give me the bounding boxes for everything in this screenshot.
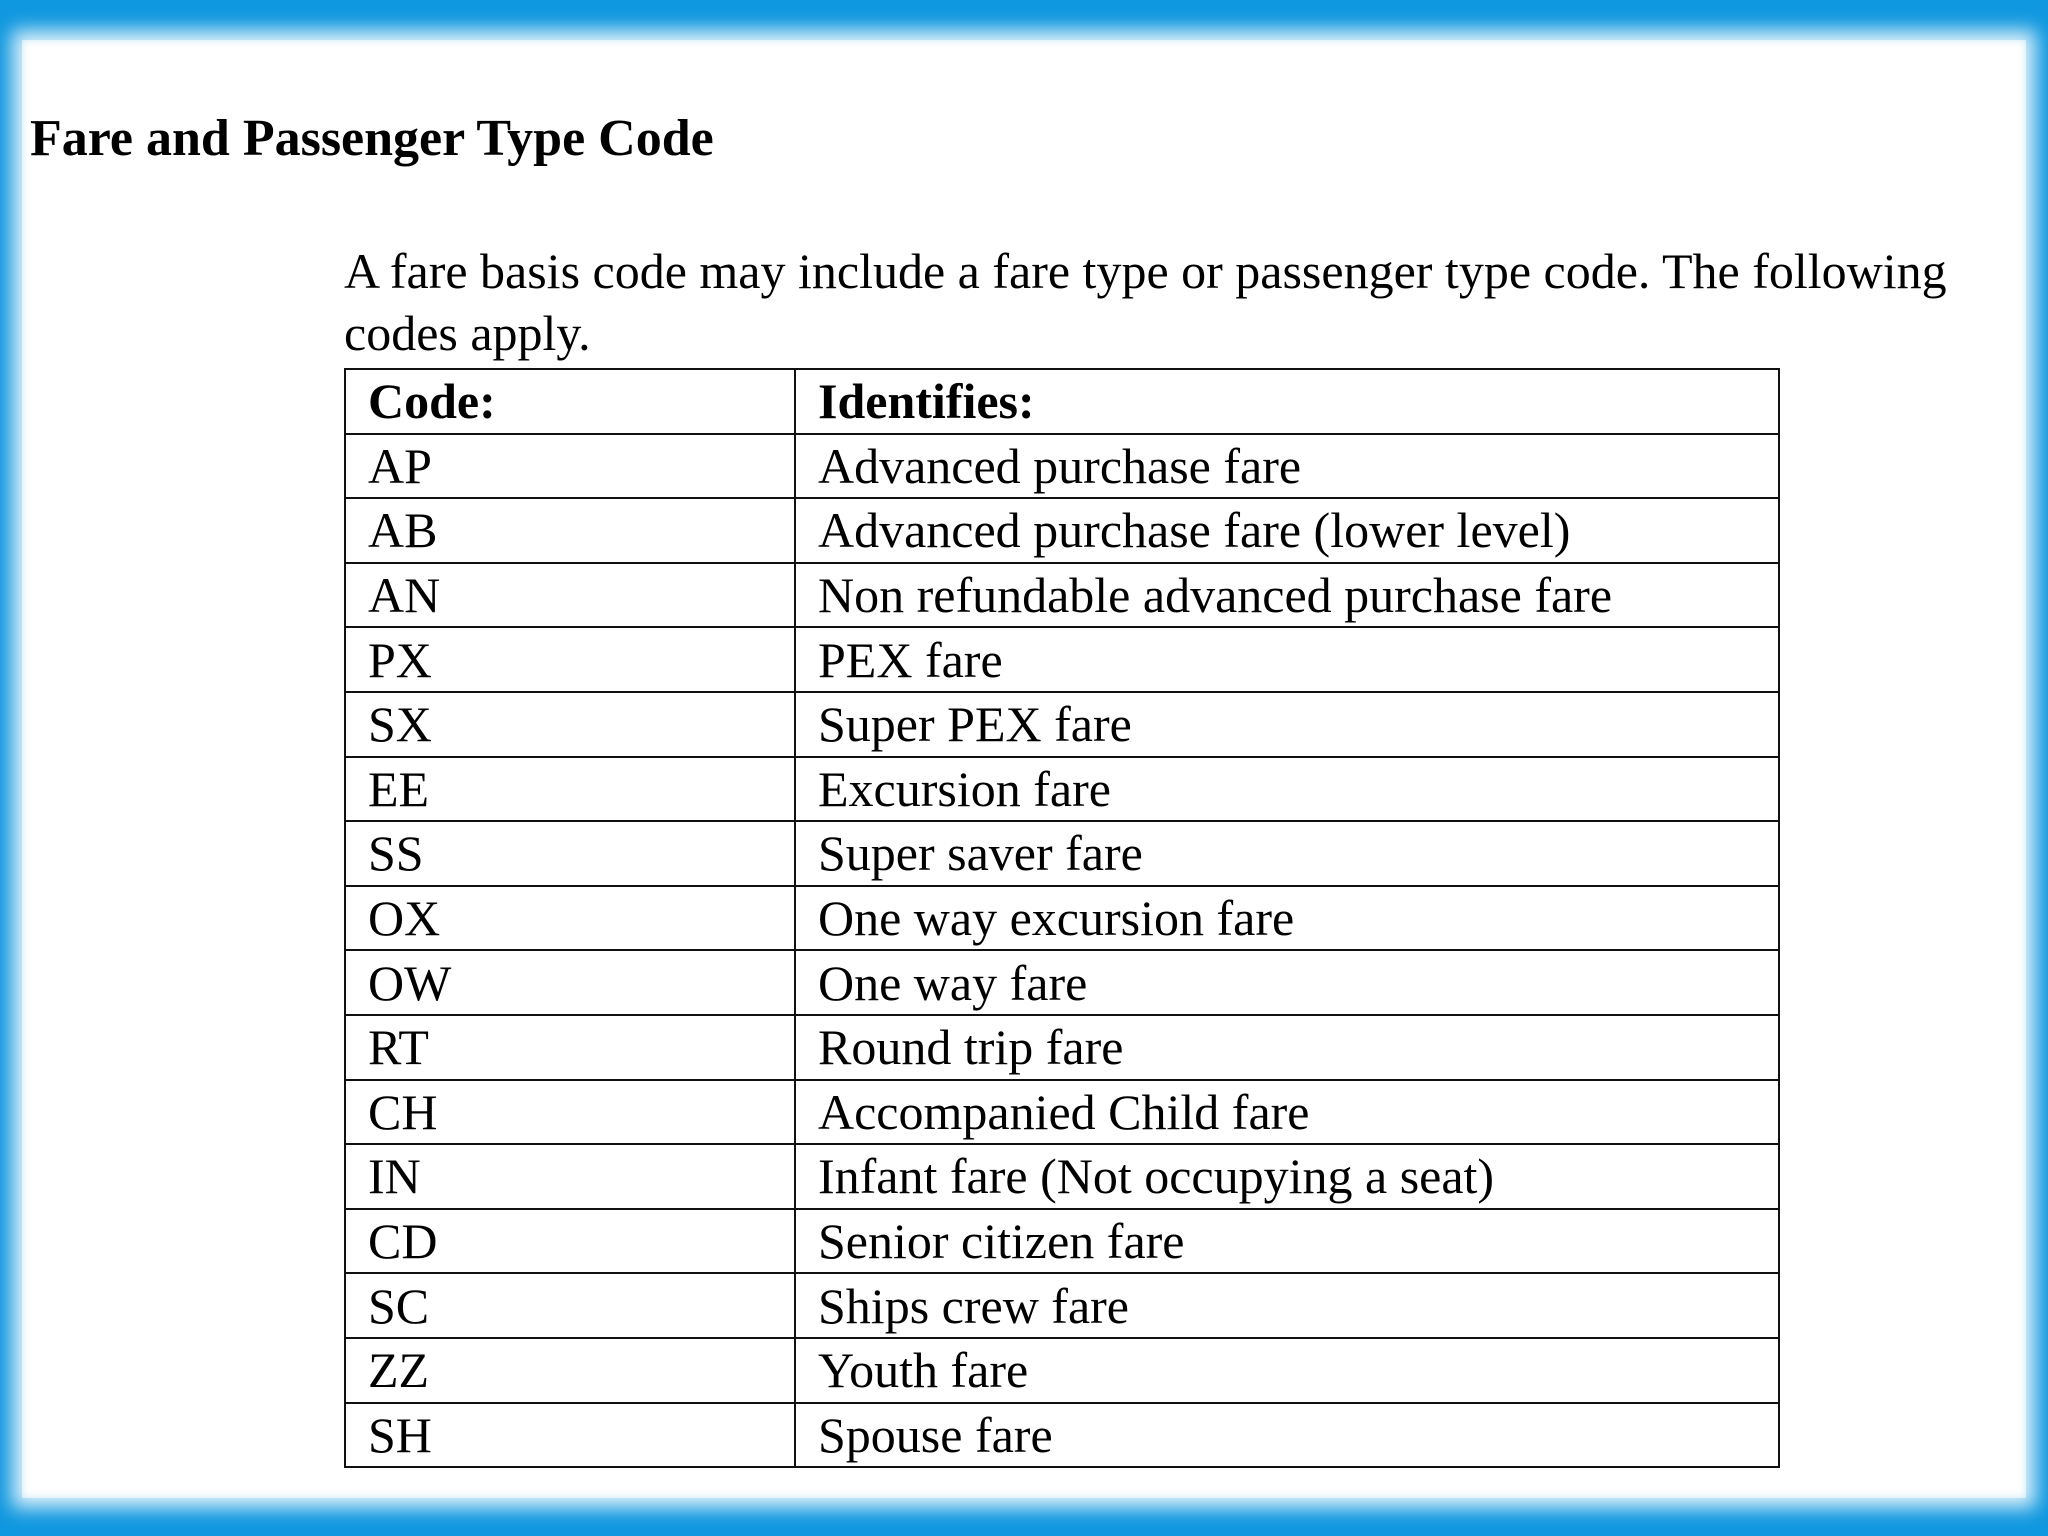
code-cell: OX — [345, 886, 795, 951]
page-title: Fare and Passenger Type Code — [30, 110, 714, 167]
identifies-cell: Spouse fare — [795, 1403, 1779, 1468]
code-cell: AP — [345, 434, 795, 499]
fare-code-table — [344, 368, 1780, 1468]
column-header-identifies: Identifies: — [795, 369, 1779, 434]
table-row — [345, 563, 1779, 628]
table-row — [345, 1273, 1779, 1338]
table-row — [345, 1080, 1779, 1145]
identifies-cell: Accompanied Child fare — [795, 1080, 1779, 1145]
identifies-cell: Senior citizen fare — [795, 1209, 1779, 1274]
code-cell: RT — [345, 1015, 795, 1080]
column-header-code: Code: — [345, 369, 795, 434]
code-cell: IN — [345, 1144, 795, 1209]
identifies-cell: Super PEX fare — [795, 692, 1779, 757]
identifies-cell: Super saver fare — [795, 821, 1779, 886]
document-page — [22, 40, 2026, 1498]
code-cell: SH — [345, 1403, 795, 1468]
table-row — [345, 1338, 1779, 1403]
code-cell: CD — [345, 1209, 795, 1274]
identifies-cell: Advanced purchase fare — [795, 434, 1779, 499]
code-cell: CH — [345, 1080, 795, 1145]
identifies-cell: PEX fare — [795, 627, 1779, 692]
code-cell: EE — [345, 757, 795, 822]
table-row — [345, 434, 1779, 499]
identifies-cell: Infant fare (Not occupying a seat) — [795, 1144, 1779, 1209]
table-row — [345, 498, 1779, 563]
table-row — [345, 1144, 1779, 1209]
code-cell: OW — [345, 950, 795, 1015]
identifies-cell: Non refundable advanced purchase fare — [795, 563, 1779, 628]
intro-paragraph: A fare basis code may include a fare type or passenger type code. The following codes apply. — [344, 243, 1947, 361]
code-cell: SS — [345, 821, 795, 886]
table-row — [345, 950, 1779, 1015]
table-row — [345, 886, 1779, 951]
identifies-cell: Round trip fare — [795, 1015, 1779, 1080]
table-row — [345, 627, 1779, 692]
code-cell: AN — [345, 563, 795, 628]
table-row — [345, 1403, 1779, 1468]
identifies-cell: Ships crew fare — [795, 1273, 1779, 1338]
identifies-cell: Youth fare — [795, 1338, 1779, 1403]
table-row — [345, 692, 1779, 757]
code-cell: PX — [345, 627, 795, 692]
code-cell: SX — [345, 692, 795, 757]
identifies-cell: Advanced purchase fare (lower level) — [795, 498, 1779, 563]
table-row — [345, 1015, 1779, 1080]
identifies-cell: Excursion fare — [795, 757, 1779, 822]
table-row — [345, 821, 1779, 886]
table-row — [345, 1209, 1779, 1274]
identifies-cell: One way fare — [795, 950, 1779, 1015]
code-cell: ZZ — [345, 1338, 795, 1403]
table-header-row — [345, 369, 1779, 434]
code-cell: SC — [345, 1273, 795, 1338]
table-row — [345, 757, 1779, 822]
code-cell: AB — [345, 498, 795, 563]
identifies-cell: One way excursion fare — [795, 886, 1779, 951]
